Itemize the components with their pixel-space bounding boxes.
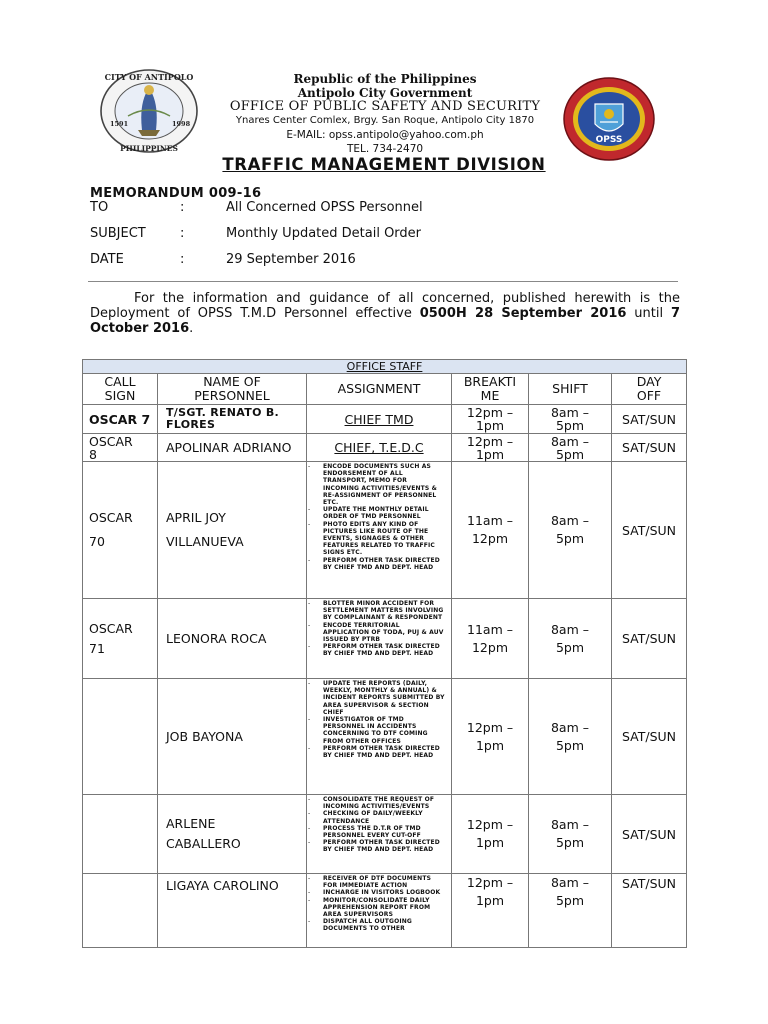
header-shift: SHIFT <box>529 374 612 405</box>
personnel-name: JOB BAYONA <box>158 679 307 795</box>
shift-time: 8am – 5pm <box>529 599 612 679</box>
header-break: BREAKTI ME <box>452 374 529 405</box>
memo-date-value: 29 September 2016 <box>226 252 356 267</box>
memo-number: MEMORANDUM 009-16 <box>90 186 262 201</box>
duties-cell <box>307 874 452 948</box>
call-sign <box>83 874 158 948</box>
header-name: NAME OF PERSONNEL <box>158 374 307 405</box>
duties-list <box>307 875 445 933</box>
letterhead <box>210 72 560 156</box>
duty-item: - UPDATE THE REPORTS (DAILY, WEEKLY, MONTHLY & ANNUAL) & INCIDENT REPORTS SUBMITTED BY AREA SUPERVISOR & SECTION CHIEF <box>307 680 445 716</box>
duty-item: - INCHARGE IN VISITORS LOGBOOK <box>307 889 445 896</box>
duty-item: - CONSOLIDATE THE REQUEST OF INCOMING ACTIVITIES/EVENTS <box>307 796 445 810</box>
memo-colon: : <box>180 252 185 267</box>
letterhead-republic: Republic of the Philippines <box>293 72 477 86</box>
personnel-name: ARLENE CABALLERO <box>158 795 307 874</box>
right-seal-label: OPSS <box>595 135 623 145</box>
day-off: SAT/SUN <box>612 405 687 434</box>
duty-item: - PROCESS THE D.T.R OF TMD PERSONNEL EVERY CUT-OFF <box>307 825 445 839</box>
day-off: SAT/SUN <box>612 679 687 795</box>
break-time: 12pm – 1pm <box>452 795 529 874</box>
intro-effective-date: 0500H 28 September 2016 <box>419 306 627 321</box>
shift-time: 8am – 5pm <box>529 405 612 434</box>
memo-subject-label: SUBJECT <box>90 226 146 241</box>
table-row <box>83 679 687 795</box>
intro-end-date: 7 October 2016 <box>90 306 680 336</box>
duty-item: - PERFORM OTHER TASK DIRECTED BY CHIEF TMD AND DEPT. HEAD <box>307 745 445 759</box>
call-sign: OSCAR 71 <box>83 599 158 679</box>
memo-colon: : <box>180 226 185 241</box>
personnel-name: APRIL JOY VILLANUEVA <box>158 462 307 599</box>
day-off: SAT/SUN <box>612 434 687 462</box>
call-sign: OSCAR 70 <box>83 462 158 599</box>
personnel-name: LEONORA ROCA <box>158 599 307 679</box>
break-time: 11am – 12pm <box>452 599 529 679</box>
assignment-title: CHIEF, T.E.D.C <box>334 440 424 455</box>
intro-text-1: For the information and guidance of all concerned, published herewith is the Deployment of OPSS T.M.D Personnel effective <box>90 291 680 321</box>
intro-text-3: . <box>189 321 194 336</box>
table-section-row <box>83 360 687 374</box>
duty-item: - RECEIVER OF DTF DOCUMENTS FOR IMMEDIATE ACTION <box>307 875 445 889</box>
duty-item: - PHOTO EDITS ANY KIND OF PICTURES LIKE ROUTE OF THE EVENTS, SIGNAGES & OTHER FEATURES RELATED TO TRAFFIC SIGNS ETC. <box>307 521 445 557</box>
duties-cell <box>307 679 452 795</box>
duties-cell <box>307 795 452 874</box>
duties-list <box>307 680 445 759</box>
duty-item: - BLOTTER MINOR ACCIDENT FOR SETTLEMENT MATTERS INVOLVING BY COMPLAINANT & RESPONDENT <box>307 600 445 622</box>
divider <box>88 281 678 282</box>
duties-cell <box>307 599 452 679</box>
header-day-off: DAY OFF <box>612 374 687 405</box>
section-title: OFFICE STAFF <box>83 360 687 374</box>
memo-to-label: TO <box>90 200 109 215</box>
duty-item: - ENCODE TERRITORIAL APPLICATION OF TODA, PUJ & AUV ISSUED BY PTRB <box>307 622 445 644</box>
table-row <box>83 599 687 679</box>
intro-paragraph <box>90 291 680 336</box>
letterhead-email: E-MAIL: opss.antipolo@yahoo.com.ph <box>286 129 484 141</box>
antipolo-city-seal <box>98 68 200 154</box>
day-off: SAT/SUN <box>612 795 687 874</box>
shift-time: 8am – 5pm <box>529 434 612 462</box>
duty-item: - PERFORM OTHER TASK DIRECTED BY CHIEF TMD AND DEPT. HEAD <box>307 643 445 657</box>
duties-cell <box>307 462 452 599</box>
personnel-name: LIGAYA CAROLINO <box>158 874 307 948</box>
break-time: 12pm – 1pm <box>452 679 529 795</box>
header-assignment: ASSIGNMENT <box>307 374 452 405</box>
personnel-name: T/SGT. RENATO B. FLORES <box>158 405 307 434</box>
duty-item: - PERFORM OTHER TASK DIRECTED BY CHIEF TMD AND DEPT. HEAD <box>307 557 445 571</box>
left-seal-title: CITY OF ANTIPOLO <box>104 72 194 82</box>
table-row <box>83 462 687 599</box>
duty-item: - DISPATCH ALL OUTGOING DOCUMENTS TO OTHER <box>307 918 445 932</box>
duty-item: - CHECKING OF DAILY/WEEKLY ATTENDANCE <box>307 810 445 824</box>
duty-item: - UPDATE THE MONTHLY DETAIL ORDER OF TMD PERSONNEL <box>307 506 445 520</box>
duties-list <box>307 463 445 571</box>
break-time: 12pm – 1pm <box>452 405 529 434</box>
call-sign: OSCAR 7 <box>83 405 158 434</box>
call-sign: OSCAR 8 <box>83 434 158 462</box>
left-seal-year-1: 1591 <box>110 120 129 128</box>
letterhead-address: Ynares Center Comlex, Brgy. San Roque, Antipolo City 1870 <box>235 115 535 126</box>
shift-time: 8am – 5pm <box>529 462 612 599</box>
shift-time: 8am – 5pm <box>529 874 612 948</box>
duty-item: - ENCODE DOCUMENTS SUCH AS ENDORSEMENT OF ALL TRANSPORT, MEMO FOR INCOMING ACTIVITIES/EVENTS & RE-ASSIGNMENT OF PERSONNEL ETC. <box>307 463 445 506</box>
memo-colon: : <box>180 200 185 215</box>
call-sign <box>83 679 158 795</box>
letterhead-government: Antipolo City Government <box>297 86 473 100</box>
table-row <box>83 405 687 434</box>
office-staff-table <box>82 359 687 948</box>
header-call-sign: CALL SIGN <box>83 374 158 405</box>
left-seal-bottom: PHILIPPINES <box>120 144 178 153</box>
shift-time: 8am – 5pm <box>529 679 612 795</box>
memo-to-value: All Concerned OPSS Personnel <box>226 200 423 215</box>
letterhead-office: OFFICE OF PUBLIC SAFETY AND SECURITY <box>229 99 541 114</box>
table-header-row <box>83 374 687 405</box>
break-time: 12pm – 1pm <box>452 874 529 948</box>
assignment <box>307 434 452 462</box>
duties-list <box>307 796 445 854</box>
opss-seal <box>562 76 656 162</box>
assignment <box>307 405 452 434</box>
break-time: 12pm – 1pm <box>452 434 529 462</box>
day-off: SAT/SUN <box>612 599 687 679</box>
left-seal-year-2: 1998 <box>172 120 191 128</box>
memo-subject-value: Monthly Updated Detail Order <box>226 226 422 241</box>
assignment-title: CHIEF TMD <box>344 411 414 427</box>
break-time: 11am – 12pm <box>452 462 529 599</box>
call-sign <box>83 795 158 874</box>
table-row <box>83 795 687 874</box>
duties-list <box>307 600 445 658</box>
duty-item: - PERFORM OTHER TASK DIRECTED BY CHIEF TMD AND DEPT. HEAD <box>307 839 445 853</box>
day-off: SAT/SUN <box>612 462 687 599</box>
letterhead-telephone: TEL. 734-2470 <box>346 143 424 155</box>
memo-date-label: DATE <box>90 252 124 267</box>
personnel-name: APOLINAR ADRIANO <box>158 434 307 462</box>
intro-text-2: until <box>626 306 671 321</box>
duty-item: - MONITOR/CONSOLIDATE DAILY APPREHENSION REPORT FROM AREA SUPERVISORS <box>307 897 445 919</box>
shift-time: 8am – 5pm <box>529 795 612 874</box>
table-row <box>83 874 687 948</box>
duty-item: - INVESTIGATOR OF TMD PERSONNEL IN ACCIDENTS CONCERNING TO DTF COMING FROM OTHER OFFICES <box>307 716 445 745</box>
day-off: SAT/SUN <box>612 874 687 948</box>
division-title: TRAFFIC MANAGEMENT DIVISION <box>222 155 546 174</box>
table-row <box>83 434 687 462</box>
